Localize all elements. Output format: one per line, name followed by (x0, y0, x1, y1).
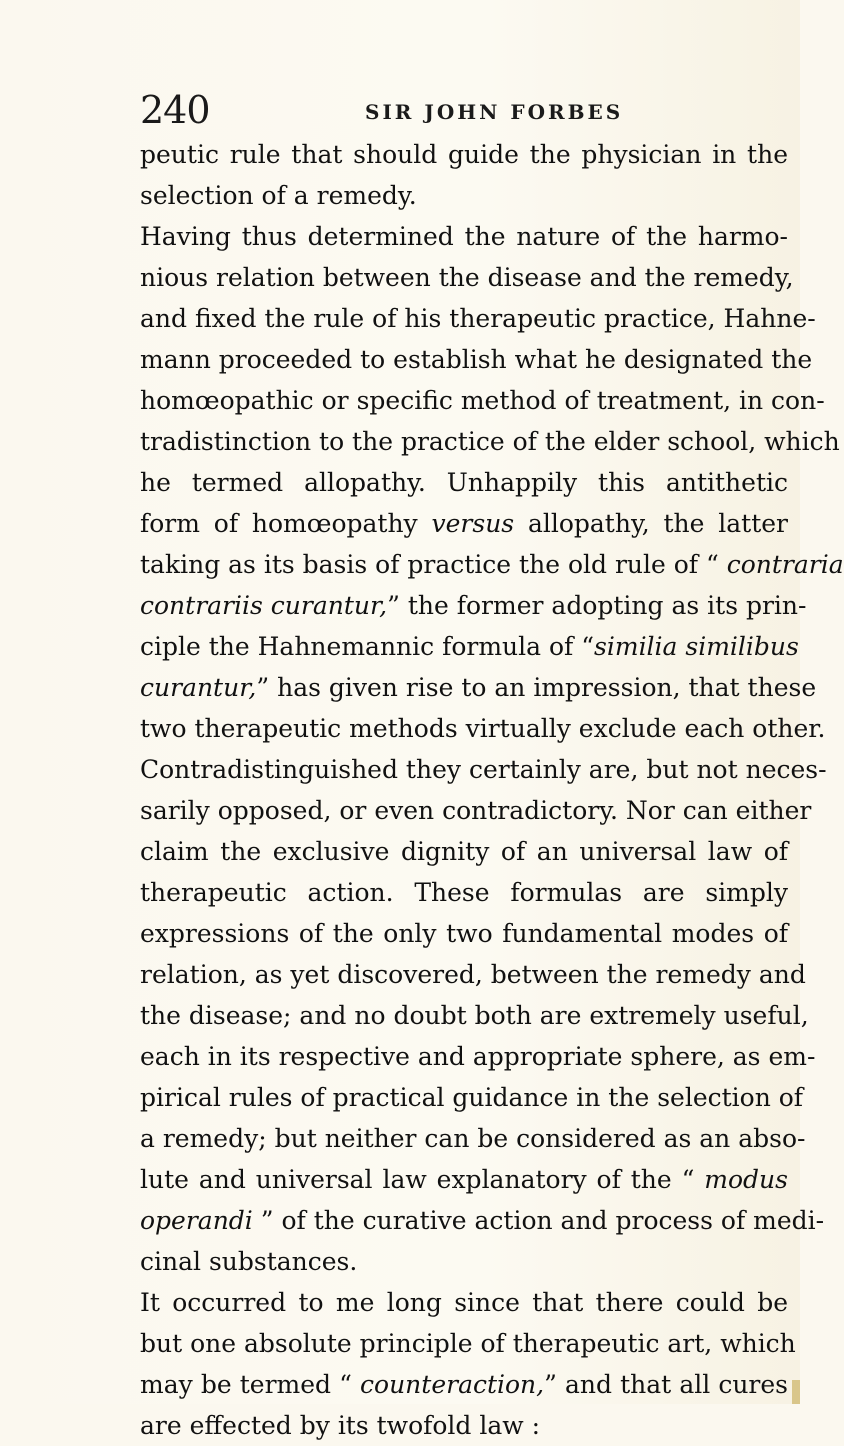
text-line: contrariis curantur,” the former adopting as its prin- (140, 591, 807, 620)
text-line: Having thus determined the nature of the harmo- (140, 222, 788, 251)
text-line: operandi ” of the curative action and process of medi- (140, 1206, 825, 1235)
text-line: may be termed “ counteraction,” and that all cures (140, 1370, 788, 1399)
text-line: homœopathic or specific method of treatment, in con- (140, 386, 825, 415)
text-line: nious relation between the disease and the remedy, (140, 263, 794, 292)
text-line: pirical rules of practical guidance in the selection of (140, 1083, 804, 1112)
text-line: tradistinction to the practice of the elder school, which (140, 427, 840, 456)
text-line: are effected by its twofold law : (140, 1411, 541, 1440)
text-line: selection of a remedy. (140, 181, 417, 210)
text-line: relation, as yet discovered, between the remedy and (140, 960, 806, 989)
text-line: the disease; and no doubt both are extremely useful, (140, 1001, 809, 1030)
page-edge (792, 1380, 800, 1404)
body-text (140, 134, 844, 1446)
text-line: two therapeutic methods virtually exclude each other. (140, 714, 826, 743)
text-line: each in its respective and appropriate sphere, as em- (140, 1042, 816, 1071)
text-line: but one absolute principle of therapeutic art, which (140, 1329, 796, 1358)
text-line: curantur,” has given rise to an impression, that these (140, 673, 817, 702)
text-line: mann proceeded to establish what he designated the (140, 345, 813, 374)
text-line: sarily opposed, or even contradictory. Nor can either (140, 796, 812, 825)
text-line: lute and universal law explanatory of the “ modus (140, 1165, 788, 1194)
text-line: ciple the Hahnemannic formula of “similia similibus (140, 632, 799, 661)
text-line: and fixed the rule of his therapeutic practice, Hahne- (140, 304, 816, 333)
text-line: claim the exclusive dignity of an universal law of (140, 837, 788, 866)
text-line: he termed allopathy. Unhappily this antithetic (140, 468, 788, 497)
text-line: It occurred to me long since that there could be (140, 1288, 788, 1317)
text-line: peutic rule that should guide the physician in the (140, 140, 788, 169)
text-line: Contradistinguished they certainly are, but not neces- (140, 755, 827, 784)
text-line: taking as its basis of practice the old rule of “ contraria (140, 550, 844, 579)
text-line: expressions of the only two fundamental modes of (140, 919, 788, 948)
page-header (140, 88, 788, 132)
page-number: 240 (140, 88, 210, 132)
text-line: a remedy; but neither can be considered as an abso- (140, 1124, 806, 1153)
text-line: form of homœopathy versus allopathy, the latter (140, 509, 788, 538)
text-line: therapeutic action. These formulas are simply (140, 878, 788, 907)
text-line: cinal substances. (140, 1247, 358, 1276)
running-head: SIR JOHN FORBES (365, 100, 624, 124)
